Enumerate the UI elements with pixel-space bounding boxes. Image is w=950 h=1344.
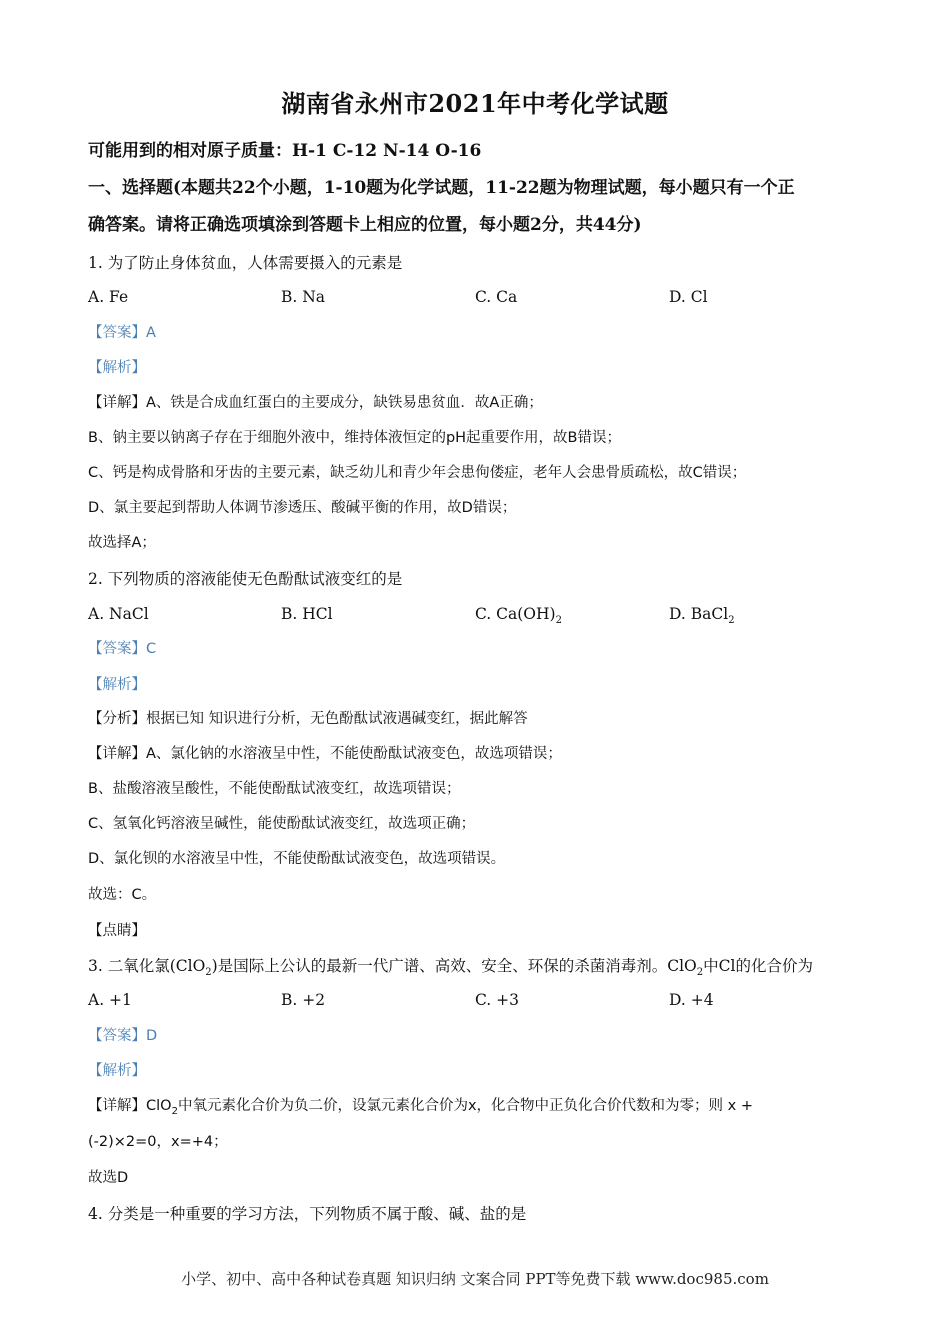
q3-answer: 【答案】D <box>88 1028 158 1044</box>
q1-detail-line: 故选择A； <box>88 535 156 551</box>
q3-detail-line2: (-2)×2=0，x=+4； <box>88 1134 228 1150</box>
q1-option-c: C. Ca <box>475 288 518 306</box>
q2-fenxi: 【分析】根据已知 知识进行分析，无色酚酞试液遇碱变红，据此解答 <box>88 711 528 727</box>
q3-option-c: C. +3 <box>475 991 520 1009</box>
page-footer: 小学、初中、高中各种试卷真题 知识归纳 文案合同 PPT等免费下载 www.doc985.com <box>181 1270 769 1288</box>
q2-stem: 2. 下列物质的溶液能使无色酚酞试液变红的是 <box>88 570 403 588</box>
atomic-mass-note: 可能用到的相对原子质量：H-1 C-12 N-14 O-16 <box>88 141 482 161</box>
q3-option-b: B. +2 <box>281 991 326 1009</box>
q3-conclusion: 故选D <box>88 1170 129 1186</box>
q2-option-b: B. HCl <box>281 605 333 623</box>
q2-detail-line: C、氢氧化钙溶液呈碱性，能使酚酞试液变红，故选项正确； <box>88 816 476 832</box>
q3-option-a: A. +1 <box>88 991 132 1009</box>
q3-stem: 3. 二氧化氯(ClO$_2$)是国际上公认的最新一代广谱、高效、安全、环保的杀菌消毒剂。ClO$_2$中Cl的化合价为 <box>88 957 813 979</box>
q3-option-d: D. +4 <box>669 991 714 1009</box>
q2-detail-line: D、氯化钡的水溶液呈中性，不能使酚酞试液变色，故选项错误。 <box>88 851 506 867</box>
section-heading-line2: 确答案。请将正确选项填涂到答题卡上相应的位置，每小题2分，共44分) <box>88 215 642 235</box>
q2-option-d: D. BaCl$_2$ <box>669 605 735 627</box>
q1-detail-line: C、钙是构成骨胳和牙齿的主要元素，缺乏幼儿和青少年会患佝偻症，老年人会患骨质疏松，故C错误； <box>88 465 747 481</box>
q3-analysis-label: 【解析】 <box>88 1063 146 1079</box>
q1-detail-line: B、钠主要以钠离子存在于细胞外液中，维持体液恒定的pH起重要作用，故B错误； <box>88 430 621 446</box>
q1-option-a: A. Fe <box>88 288 129 306</box>
q2-detail-line: 故选：C。 <box>88 887 157 903</box>
q1-option-d: D. Cl <box>669 288 708 306</box>
section-heading-line1: 一、选择题(本题共22个小题，1-10题为化学试题，11-22题为物理试题，每小题只有一个正 <box>88 178 795 198</box>
page-title: 湖南省永州市2021年中考化学试题 <box>281 89 669 118</box>
q2-analysis-label: 【解析】 <box>88 677 146 693</box>
q2-detail-line: B、盐酸溶液呈酸性，不能使酚酞试液变红，故选项错误； <box>88 781 461 797</box>
q2-option-c: C. $Ca(OH)_2$ <box>475 605 562 627</box>
q2-option-a: A. NaCl <box>88 605 149 623</box>
q1-detail-line: 【详解】A、铁是合成血红蛋白的主要成分，缺铁易患贫血．故A正确； <box>88 395 543 411</box>
q2-detail-line: 【详解】A、氯化钠的水溶液呈中性，不能使酚酞试液变色，故选项错误； <box>88 746 562 762</box>
q3-detail-line: 【详解】ClO$_2$中氧元素化合价为负二价，设氯元素化合价为x，化合物中正负化合价代数和为零；则 x + <box>88 1098 753 1117</box>
q4-stem: 4. 分类是一种重要的学习方法，下列物质不属于酸、碱、盐的是 <box>88 1205 527 1223</box>
q1-analysis-label: 【解析】 <box>88 360 146 376</box>
q1-option-b: B. Na <box>281 288 326 306</box>
q1-answer: 【答案】A <box>88 325 156 341</box>
q2-answer: 【答案】C <box>88 641 157 657</box>
q2-dianjing: 【点睛】 <box>88 923 146 939</box>
q1-detail-line: D、氯主要起到帮助人体调节渗透压、酸碱平衡的作用，故D错误； <box>88 500 517 516</box>
q1-stem: 1. 为了防止身体贫血，人体需要摄入的元素是 <box>88 254 403 272</box>
